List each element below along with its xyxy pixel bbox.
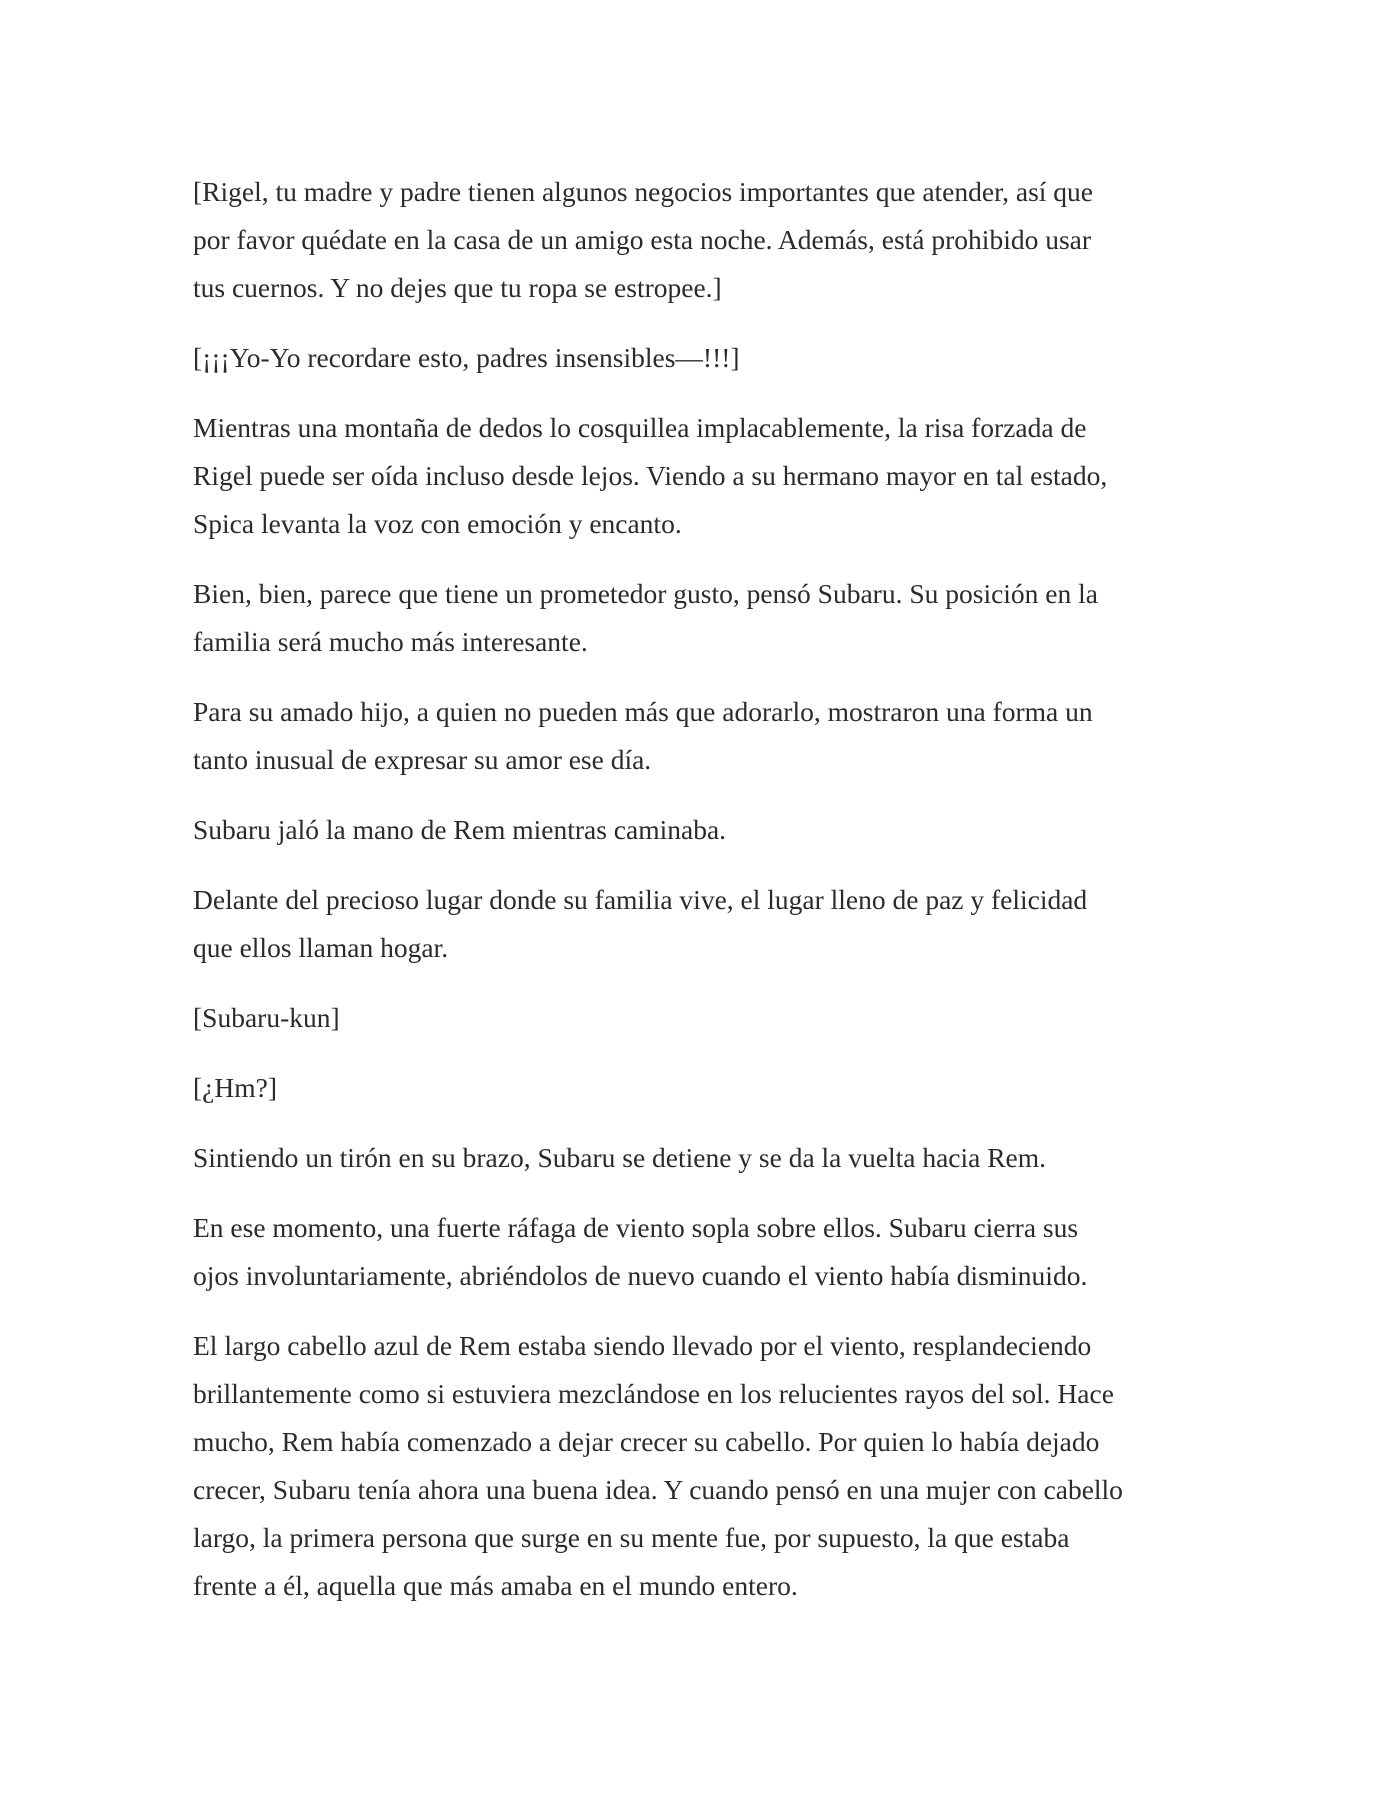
paragraph: [Subaru-kun] xyxy=(193,1002,340,1033)
paragraph: Sintiendo un tirón en su brazo, Subaru se detiene y se da la vuelta hacia Rem. xyxy=(193,1142,1047,1173)
paragraph: Delante del precioso lugar donde su familia vive, el lugar lleno de paz y felicidad que ellos llaman hogar. xyxy=(193,884,1088,963)
paragraph: Mientras una montaña de dedos lo cosquillea implacablemente, la risa forzada de Rigel puede ser oída incluso desde lejos. Viendo a su hermano mayor en tal estado, Spica levanta la voz con emoción y encanto. xyxy=(193,412,1108,539)
paragraph: [¿Hm?] xyxy=(193,1072,277,1103)
text-body xyxy=(193,168,1208,1632)
paragraph: En ese momento, una fuerte ráfaga de viento sopla sobre ellos. Subaru cierra sus ojos involuntariamente, abriéndolos de nuevo cuando el viento había disminuido. xyxy=(193,1212,1088,1291)
paragraph: El largo cabello azul de Rem estaba siendo llevado por el viento, resplandeciendo brillantemente como si estuviera mezclándose en los relucientes rayos del sol. Hace mucho, Rem había comenzado a dejar crecer su cabello. Por quien lo había dejado crecer, Subaru tenía ahora una buena idea. Y cuando pensó en una mujer con cabello largo, la primera persona que surge en su mente fue, por supuesto, la que estaba frente a él, aquella que más amaba en el mundo entero. xyxy=(193,1330,1123,1601)
paragraph: Subaru jaló la mano de Rem mientras caminaba. xyxy=(193,814,727,845)
paragraph: Para su amado hijo, a quien no pueden más que adorarlo, mostraron una forma un tanto inusual de expresar su amor ese día. xyxy=(193,696,1093,775)
paragraph: [¡¡¡Yo-Yo recordare esto, padres insensibles—!!!] xyxy=(193,342,740,373)
paragraph: Bien, bien, parece que tiene un prometedor gusto, pensó Subaru. Su posición en la familia será mucho más interesante. xyxy=(193,578,1098,657)
paragraph: [Rigel, tu madre y padre tienen algunos negocios importantes que atender, así que por favor quédate en la casa de un amigo esta noche. Además, está prohibido usar tus cuernos. Y no dejes que tu ropa se estropee.] xyxy=(193,176,1094,303)
